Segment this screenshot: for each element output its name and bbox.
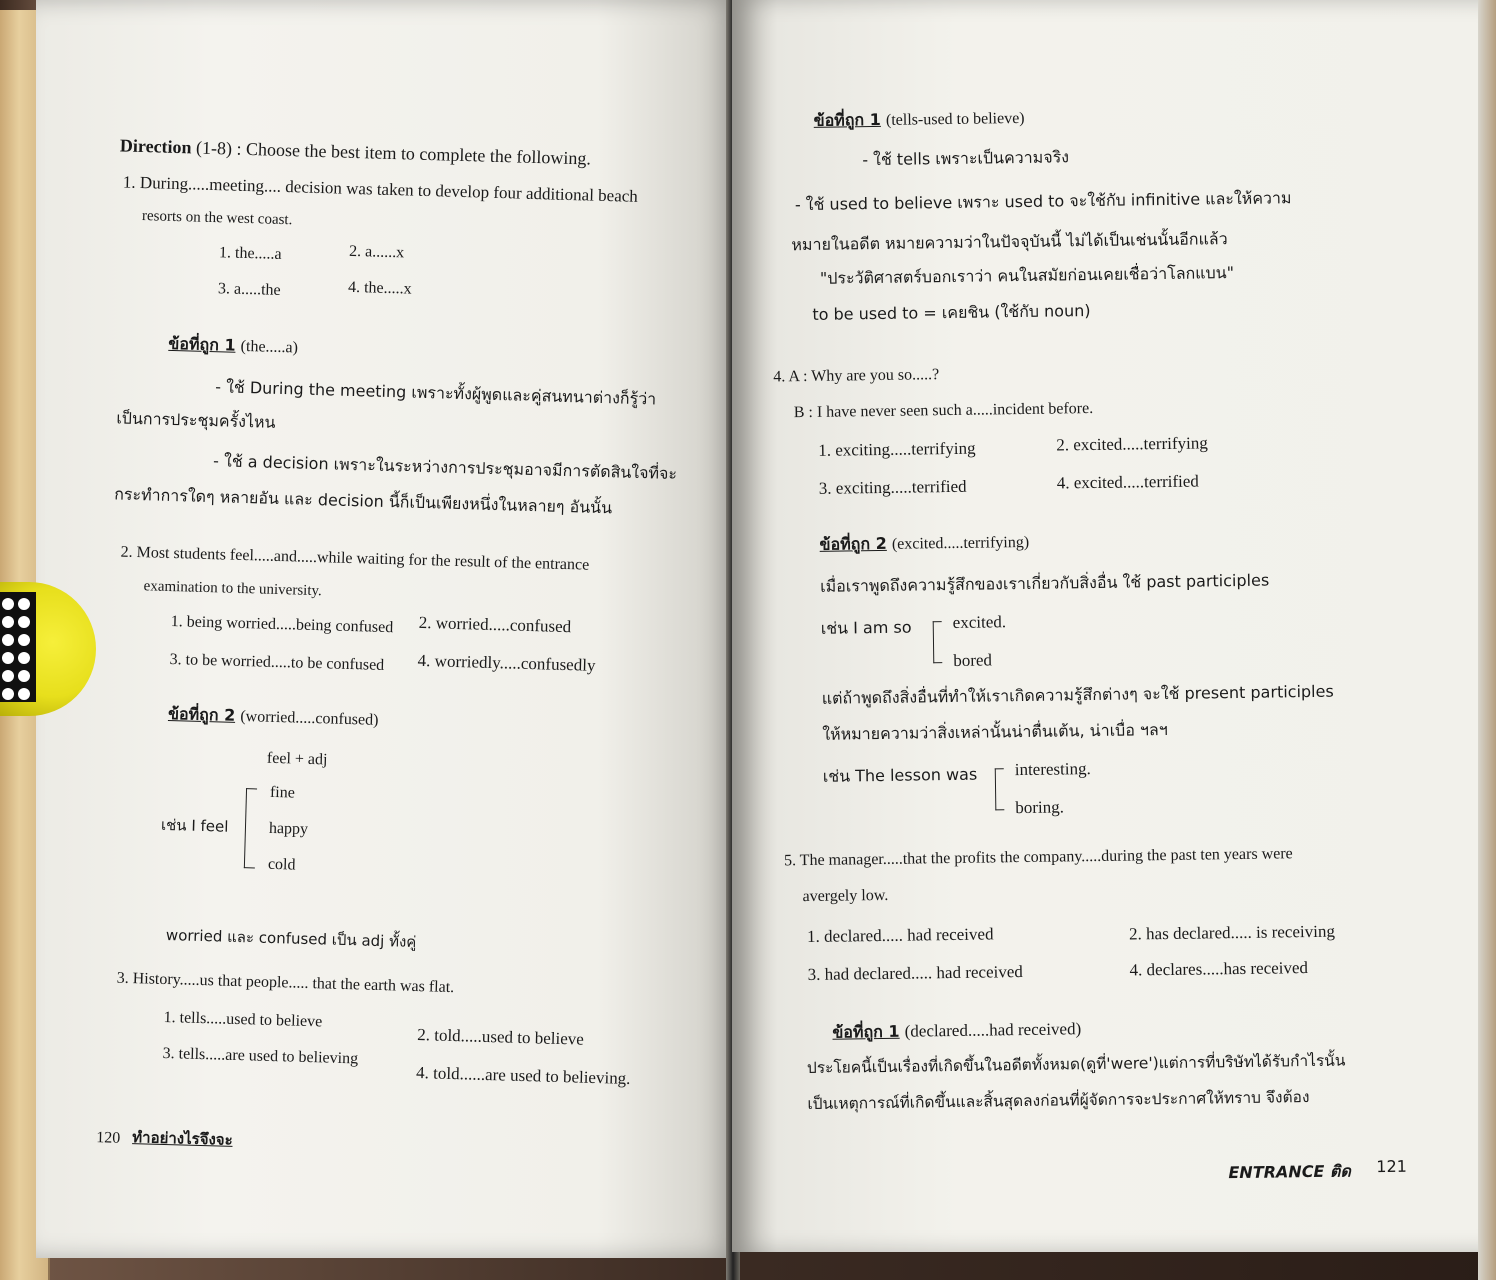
clip-dot-pattern bbox=[0, 592, 36, 702]
q4-option-3: 3. exciting.....terrified bbox=[818, 476, 967, 498]
a3-answer: (tells-used to believe) bbox=[885, 109, 1025, 129]
left-footer-logo: ทำอย่างไรจึงจะ bbox=[132, 1128, 233, 1149]
a5-answer: (declared.....had received) bbox=[904, 1019, 1082, 1041]
a4-explain-1: เมื่อเราพูดถึงความรู้สึกของเราเกี่ยวกับสิ่งอื่น ใช้ past participles bbox=[820, 570, 1270, 596]
a3-explain-1: - ใช้ tells เพราะเป็นความจริง bbox=[862, 147, 1070, 170]
a4-word-excited: excited. bbox=[952, 612, 1007, 632]
a2-word-fine: fine bbox=[269, 783, 296, 802]
q5-option-2: 2. has declared..... is receiving bbox=[1128, 921, 1336, 944]
yellow-page-clip bbox=[0, 582, 96, 716]
a4-example-2: เช่น The lesson was bbox=[822, 764, 978, 786]
q1-option-3: 3. a.....the bbox=[217, 280, 281, 299]
a2-example: เช่น I feel bbox=[160, 815, 229, 836]
direction-text: (1-8) : Choose the best item to complete the following. bbox=[195, 137, 592, 169]
a1-explain-2: เป็นการประชุมครั้งไหน bbox=[116, 408, 276, 432]
q3-option-4: 4. told......are used to believing. bbox=[415, 1063, 631, 1089]
a3-explain-2: - ใช้ used to believe เพราะ used to จะใช้กับ infinitive และให้ความ bbox=[794, 188, 1292, 215]
a5-label: ข้อที่ถูก 1 bbox=[832, 1021, 900, 1042]
direction-label: Direction bbox=[119, 135, 192, 158]
right-footer-logo: ENTRANCE ติด bbox=[1228, 1161, 1351, 1183]
q5-line2: avergely low. bbox=[802, 886, 889, 906]
a4-example-1: เช่น I am so bbox=[820, 617, 912, 638]
a2-formula: feel + adj bbox=[266, 749, 328, 769]
q4-option-1: 1. exciting.....terrifying bbox=[818, 438, 976, 460]
q3-option-3: 3. tells.....are used to believing bbox=[162, 1044, 359, 1068]
a2-word-happy: happy bbox=[268, 819, 309, 838]
a4-word-bored: bored bbox=[953, 650, 993, 670]
a4-bracket-2 bbox=[995, 768, 1005, 810]
a1-label: ข้อที่ถูก 1 bbox=[168, 333, 236, 355]
a2-heading bbox=[168, 704, 379, 730]
a2-note: worried และ confused เป็น adj ทั้งคู่ bbox=[165, 925, 417, 951]
a4-explain-3: ให้หมายความว่าสิ่งเหล่านั้นน่าตื่นเต้น, น่าเบื่อ ฯลฯ bbox=[822, 719, 1168, 744]
a1-heading bbox=[168, 334, 298, 358]
a1-explain-1: - ใช้ During the meeting เพราะทั้งผู้พูดและคู่สนทนาต่างก็รู้ว่า bbox=[215, 377, 657, 409]
right-page-number: 121 bbox=[1376, 1156, 1408, 1177]
q2-option-1: 1. being worried.....being confused bbox=[170, 613, 394, 637]
q5-option-3: 3. had declared..... had received bbox=[807, 962, 1023, 985]
q4-line-a: 4. A : Why are you so.....? bbox=[773, 366, 940, 386]
a1-answer: (the.....a) bbox=[240, 337, 299, 357]
q5-option-4: 4. declares.....has received bbox=[1129, 958, 1309, 980]
a2-label: ข้อที่ถูก 2 bbox=[167, 703, 236, 725]
a3-explain-4: "ประวัติศาสตร์บอกเราว่า คนในสมัยก่อนเคยเชื่อว่าโลกแบน" bbox=[819, 263, 1235, 288]
q2-option-3: 3. to be worried.....to be confused bbox=[169, 650, 385, 674]
a4-explain-2: แต่ถ้าพูดถึงสิ่งอื่นที่ทำให้เราเกิดความรู้สึกต่างๆ จะใช้ present participles bbox=[821, 681, 1334, 708]
q1-line1: 1. During.....meeting.... decision was taken to develop four additional beach bbox=[122, 172, 639, 206]
q2-option-4: 4. worriedly.....confusedly bbox=[417, 650, 596, 675]
q1-option-1: 1. the.....a bbox=[218, 244, 282, 263]
a3-label: ข้อที่ถูก 1 bbox=[813, 109, 881, 130]
a4-heading bbox=[819, 532, 1029, 555]
a5-explain-1: ประโยคนี้เป็นเรื่องที่เกิดขึ้นในอดีตทั้งหมด(ดูที่'were')แต่การที่บริษัทได้รับกำไรนั้น bbox=[806, 1051, 1346, 1078]
q2-option-2: 2. worried.....confused bbox=[418, 612, 572, 637]
direction-line bbox=[120, 135, 591, 170]
a4-word-interesting: interesting. bbox=[1014, 759, 1091, 780]
a4-word-boring: boring. bbox=[1015, 797, 1065, 818]
q3-line1: 3. History.....us that people..... that the earth was flat. bbox=[116, 969, 455, 997]
q3-option-2: 2. told.....used to believe bbox=[416, 1025, 585, 1049]
q1-line2: resorts on the west coast. bbox=[141, 208, 293, 229]
left-page-number: 120 bbox=[96, 1129, 121, 1147]
a5-heading bbox=[832, 1019, 1081, 1043]
q1-option-4: 4. the.....x bbox=[347, 278, 412, 298]
a2-word-cold: cold bbox=[267, 855, 296, 874]
q2-line1: 2. Most students feel.....and.....while waiting for the result of the entrance bbox=[120, 543, 590, 574]
a3-explain-5: to be used to = เคยชิน (ใช้กับ noun) bbox=[812, 301, 1091, 324]
a5-explain-2: เป็นเหตุการณ์ที่เกิดขึ้นและสิ้นสุดลงก่อนที่ผู้จัดการจะประกาศให้ทราบ จึงต้อง bbox=[807, 1088, 1310, 1114]
q5-line1: 5. The manager.....that the profits the company.....during the past ten years were bbox=[783, 845, 1293, 870]
a3-heading bbox=[814, 108, 1025, 131]
left-page bbox=[36, 0, 738, 1258]
a4-label: ข้อที่ถูก 2 bbox=[819, 533, 887, 554]
right-page bbox=[732, 0, 1486, 1252]
q4-line-b: B : I have never seen such a.....incident before. bbox=[793, 399, 1094, 422]
a4-answer: (excited.....terrifying) bbox=[891, 533, 1030, 553]
q5-option-1: 1. declared..... had received bbox=[806, 924, 994, 947]
a1-explain-4: กระทำการใดๆ หลายอัน และ decision นี้ก็เป็นเพียงหนึ่งในหลายๆ อันนั้น bbox=[113, 484, 613, 518]
q3-option-1: 1. tells.....used to believe bbox=[163, 1008, 323, 1031]
a2-answer: (worried.....confused) bbox=[240, 707, 379, 729]
q2-line2: examination to the university. bbox=[143, 578, 322, 600]
a1-explain-3: - ใช้ a decision เพราะในระหว่างการประชุมอาจมีการตัดสินใจที่จะ bbox=[212, 451, 678, 484]
a4-bracket-1 bbox=[933, 621, 943, 663]
book-edge-right bbox=[1478, 0, 1496, 1280]
q4-option-2: 2. excited.....terrifying bbox=[1056, 433, 1208, 455]
q1-option-2: 2. a......x bbox=[348, 242, 405, 262]
a3-explain-3: หมายในอดีต หมายความว่าในปัจจุบันนี้ ไม่ได้เป็นเช่นนั้นอีกแล้ว bbox=[791, 229, 1228, 255]
a2-bracket bbox=[244, 788, 257, 868]
q4-option-4: 4. excited.....terrified bbox=[1056, 471, 1199, 493]
